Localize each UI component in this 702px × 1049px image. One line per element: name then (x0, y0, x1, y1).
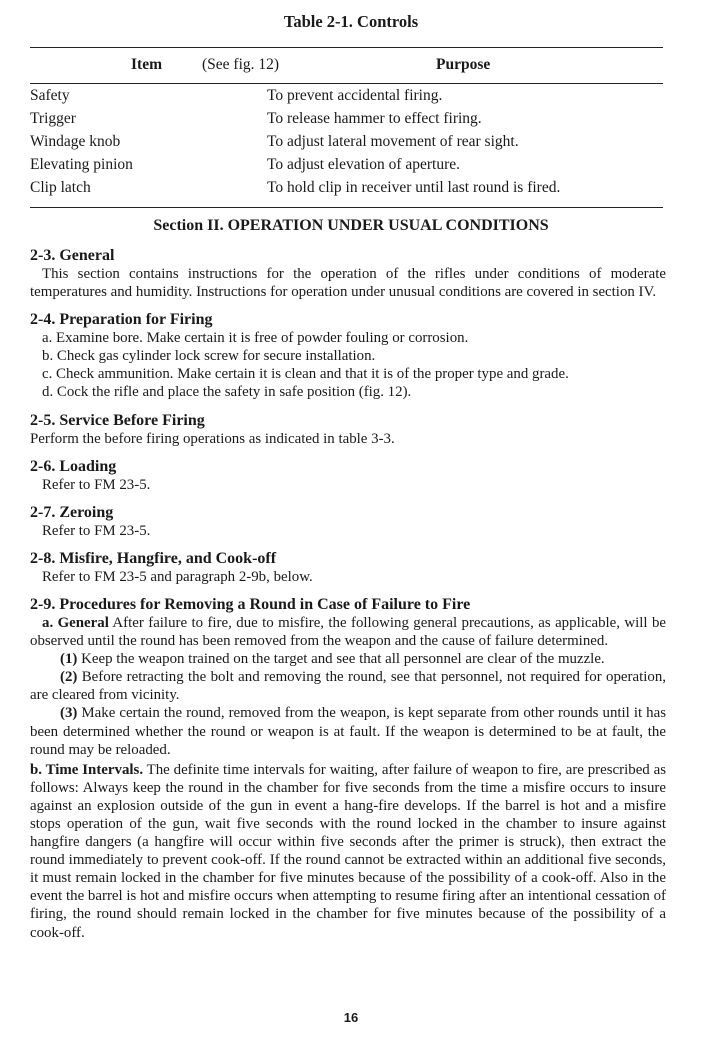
table-row (0, 110, 702, 132)
heading-2-6: 2-6. Loading (30, 457, 117, 475)
heading-2-5: 2-5. Service Before Firing (30, 411, 205, 429)
paragraph-2-9a-2 (30, 668, 666, 704)
paragraph-2-8: Refer to FM 23-5 and paragraph 2-9b, below. (42, 568, 313, 585)
table-cell-item: Elevating pinion (30, 156, 133, 173)
table-cell-item: Clip latch (30, 179, 91, 196)
table-bottom-rule (30, 207, 663, 208)
item-number: (3) (60, 705, 78, 722)
paragraph-2-5: Perform the before firing operations as indicated in table 3-3. (30, 430, 395, 447)
table-title: Table 2-1. Controls (283, 12, 419, 31)
paragraph-2-3 (30, 265, 666, 301)
heading-2-7: 2-7. Zeroing (30, 503, 114, 521)
heading-2-3: 2-3. General (30, 247, 115, 264)
paragraph-2-9a-text: After failure to fire, due to misfire, the following general precautions, as applicable, will be observed until the round has been removed from the weapon and the cause of failure determined. (30, 614, 666, 650)
table-cell-item: Safety (30, 87, 70, 104)
list-item: a. Examine bore. Make certain it is free of powder fouling or corrosion. (42, 330, 469, 347)
item-number: (1) (60, 651, 78, 668)
item-number: (2) (60, 669, 78, 686)
table-cell-item: Windage knob (30, 133, 121, 150)
paragraph-2-9a (30, 614, 666, 650)
item-text: Keep the weapon trained on the target and see that all personnel are clear of the muzzle. (77, 651, 605, 668)
table-header-rule (30, 83, 663, 84)
page-number: 16 (343, 1010, 359, 1025)
heading-2-9: 2-9. Procedures for Removing a Round in Case of Failure to Fire (30, 595, 471, 613)
section-title: Section II. OPERATION UNDER USUAL CONDITIONS (153, 217, 549, 234)
paragraph-2-9b-text: The definite time intervals for waiting, after failure of weapon to fire, are prescribed as follows: Always keep the round in the chamber for five seconds from the time a misfire occurs to insure against an explosion outside of the gun in event a hang-fire develops. If the barrel is hot and a misfire stops operation of the gun, wait five seconds with the round locked in the chamber to insure against hangfire dangers (a hangfire will occur within five seconds after the primer is struck), then extract the round immediately to prevent cook-off. If the round cannot be extracted within an additional five seconds, it must remain locked in the chamber for five minutes because of the possibility of a cook-off. Also in the event the barrel is hot and misfire occurs when attempting to resume firing after an intentional cessation of firing, the round should remain locked in the chamber for five minutes because of the possibility of a cook-off. (30, 761, 667, 941)
table-cell-purpose: To prevent accidental firing. (267, 87, 443, 104)
paragraph-2-9a-1 (30, 650, 666, 668)
paragraph-2-9a-3 (30, 704, 666, 758)
paragraph-2-3-text: This section contains instructions for the operation of the rifles under conditions of moderate temperatures and humidity. Instructions for operation under unusual conditions are covered in section IV. (30, 266, 666, 301)
heading-2-8: 2-8. Misfire, Hangfire, and Cook-off (30, 549, 277, 567)
body-text (30, 246, 666, 942)
list-item: d. Cock the rifle and place the safety in safe position (fig. 12). (42, 384, 412, 401)
subheading-time-intervals: b. Time Intervals. (30, 761, 144, 778)
table-cell-purpose: To hold clip in receiver until last round is fired. (267, 179, 561, 196)
table-header-purpose: Purpose (436, 56, 491, 73)
table-cell-item: Trigger (30, 110, 76, 127)
table-row (0, 179, 702, 201)
paragraph-2-6: Refer to FM 23-5. (42, 476, 151, 493)
table-top-rule (30, 47, 663, 48)
paragraph-2-7: Refer to FM 23-5. (42, 522, 151, 539)
table-cell-purpose: To adjust elevation of aperture. (267, 156, 461, 173)
table-header-see-fig: (See fig. 12) (202, 56, 280, 73)
paragraph-2-9b (30, 761, 666, 942)
table-cell-purpose: To release hammer to effect firing. (267, 110, 482, 127)
table-cell-purpose: To adjust lateral movement of rear sight. (267, 133, 519, 150)
list-item: c. Check ammunition. Make certain it is clean and that it is of the proper type and grade. (42, 366, 569, 383)
table-header-item: Item (131, 56, 162, 73)
table-row (0, 87, 702, 109)
table-row (0, 133, 702, 155)
heading-2-4: 2-4. Preparation for Firing (30, 311, 213, 329)
table-row (0, 156, 702, 178)
list-item: b. Check gas cylinder lock screw for secure installation. (42, 348, 376, 365)
subheading-general: a. General (42, 614, 109, 631)
item-text: Make certain the round, removed from the weapon, is kept separate from other rounds until it has been determined whether the round or weapon is at fault. If the weapon is determined to be at fault, the round may be reloaded. (30, 705, 666, 758)
item-text: Before retracting the bolt and removing the round, see that personnel, not required for operation, are cleared from vicinity. (30, 669, 666, 704)
